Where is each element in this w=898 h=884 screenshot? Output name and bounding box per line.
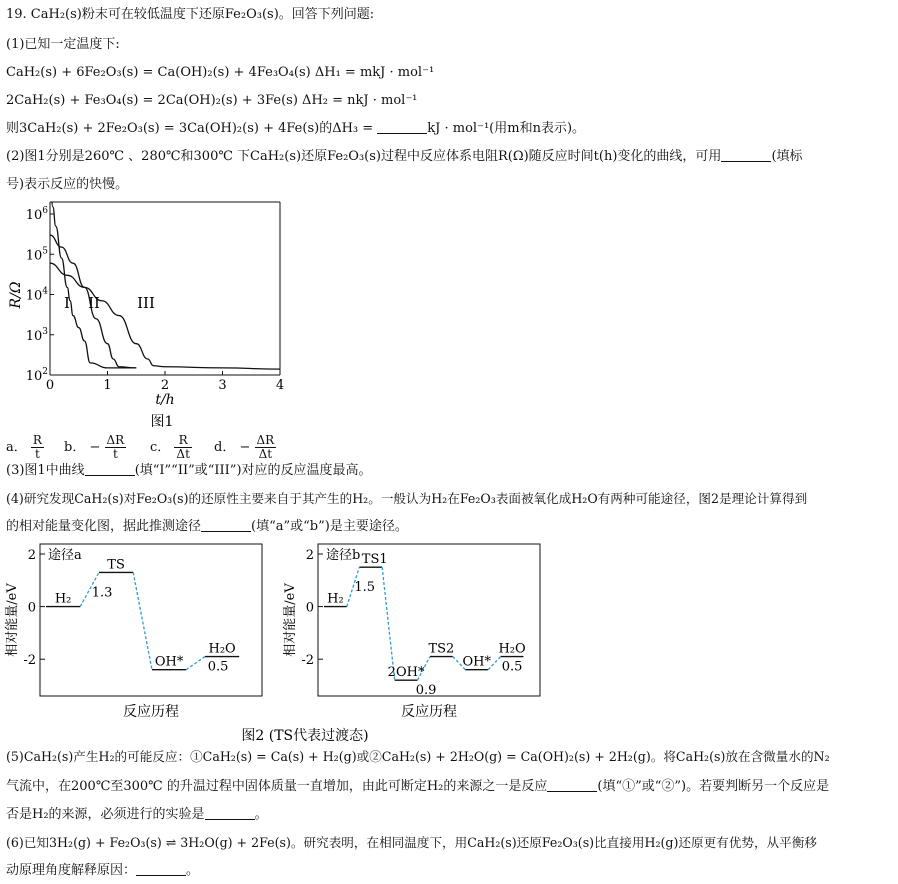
energy-connector-2 <box>382 567 395 680</box>
y-tick-label <box>26 246 49 263</box>
label-h2: H₂ <box>54 591 72 607</box>
part3-line <box>6 462 372 480</box>
energy-frame <box>40 544 262 696</box>
y-tick-label <box>26 367 48 384</box>
y-tick-base: 10 <box>25 369 43 384</box>
x-tick-label: 4 <box>275 378 285 393</box>
answer-blank-3[interactable] <box>85 463 135 476</box>
part6-end: 。 <box>186 863 200 878</box>
x-tick-label: 3 <box>218 378 227 393</box>
part3-text: (3)图1中曲线 <box>6 463 85 478</box>
option-b-numerator: ΔR <box>106 433 125 447</box>
option-d-fraction <box>255 434 277 461</box>
label-ts1: TS1 <box>361 552 388 568</box>
option-d-denominator: Δt <box>258 447 273 461</box>
label-h2o: H₂O <box>498 641 526 657</box>
y-tick-label <box>26 287 49 304</box>
label-h2o-value: 0.5 <box>207 659 229 675</box>
label-ts1-value: 1.5 <box>354 580 376 596</box>
energy-x-axis-label: 反应历程 <box>401 704 457 720</box>
label-h2: H₂ <box>327 591 344 607</box>
part5-end: 。 <box>254 807 268 822</box>
equation-3-unit: kJ · mol⁻¹(用m和n表示)。 <box>427 121 586 136</box>
y-tick-exponent: 4 <box>42 286 48 297</box>
equation-1: CaH₂(s) + 6Fe₂O₃(s) = Ca(OH)₂(s) + 4Fe₃O₄(s) ΔH₁ = mkJ · mol⁻¹ <box>6 65 435 80</box>
curve-I <box>50 174 136 368</box>
equation-3-text: 则3CaH₂(s) + 2Fe₂O₃(s) = 3Ca(OH)₂(s) + 4Fe(s)的ΔH₃ = <box>6 121 378 136</box>
label-h2o: H₂O <box>208 641 236 657</box>
option-c-label: c． <box>150 440 171 455</box>
figure-1-chart <box>0 200 300 435</box>
option-a-numerator: R <box>32 433 42 447</box>
y-tick-exponent: 3 <box>42 326 48 337</box>
part6-text: 动原理角度解释原因： <box>6 863 137 878</box>
answer-blank-4[interactable] <box>201 519 251 532</box>
y-tick-base: 10 <box>25 288 43 304</box>
energy-x-axis-label: 反应历程 <box>123 704 179 720</box>
option-b-denominator: t <box>112 447 118 461</box>
curve-label-III: III <box>137 294 155 312</box>
energy-y-tick-label: 0 <box>305 600 314 616</box>
equation-2: 2CaH₂(s) + Fe₃O₄(s) = 2Ca(OH)₂(s) + 3Fe(s) ΔH₂ = nkJ · mol⁻¹ <box>6 93 418 108</box>
label-ts-value: 1.3 <box>91 585 113 601</box>
answer-blank-2[interactable] <box>721 149 771 162</box>
x-tick-label: 0 <box>45 378 55 393</box>
answer-blank-6[interactable] <box>205 807 255 820</box>
part5-line2 <box>6 778 829 796</box>
energy-y-axis-label: 相对能量/eV <box>283 583 298 657</box>
label-oh: OH* <box>462 654 491 670</box>
energy-y-tick-label: 2 <box>305 548 314 563</box>
y-tick-base: 10 <box>25 208 43 223</box>
energy-connector-2 <box>133 572 152 669</box>
y-tick-base: 10 <box>25 248 43 264</box>
question-title: 19. CaH₂(s)粉末可在较低温度下还原Fe₂O₃(s)。回答下列问题: <box>6 7 375 22</box>
label-h2o-value: 0.5 <box>501 659 523 675</box>
part2-text: (2)图1分别是260℃ 、280℃和300℃ 下CaH₂(s)还原Fe₂O₃(s)过程中反应体系电阻R(Ω)随反应时间t(h)变化的曲线，可用 <box>6 149 722 164</box>
label-ts2: TS2 <box>428 641 455 657</box>
answer-blank-1[interactable] <box>377 121 427 134</box>
answer-blank-7[interactable] <box>136 863 186 876</box>
y-tick-exponent: 5 <box>42 246 48 257</box>
pathway-title: 途径b <box>326 548 361 563</box>
part2-fill-hint: (填标 <box>771 149 803 164</box>
option-b-fraction <box>105 434 127 461</box>
part4-line1: (4)研究发现CaH₂(s)对Fe₂O₃(s)的还原性主要来自于其产生的H₂。一般认为H₂在Fe₂O₃表面被氧化成H₂O有两种可能途径，图2是理论计算得到 <box>6 491 808 506</box>
part6-line2 <box>6 862 199 880</box>
option-c-fraction <box>174 434 192 461</box>
energy-y-tick-label: -2 <box>23 653 36 669</box>
option-d-numerator: ΔR <box>256 433 275 447</box>
part4-hint: (填“a”或“b”)是主要途径。 <box>251 519 408 534</box>
option-a-denominator: t <box>35 447 40 461</box>
energy-y-tick-label: -2 <box>301 653 314 669</box>
y-tick-label <box>26 327 49 344</box>
curve-label-I: I <box>64 294 70 312</box>
label-2oh: 2OH* <box>387 665 425 681</box>
y-axis-label: R/Ω <box>8 281 24 309</box>
part4-text: 的相对能量变化图，据此推测途径 <box>6 519 202 534</box>
part3-hint: (填“I”“II”或“III”)对应的反应温度最高。 <box>134 463 372 478</box>
part5-line1: (5)CaH₂(s)产生H₂的可能反应：①CaH₂(s) = Ca(s) + H₂(g)或②CaH₂(s) + 2H₂O(g) = Ca(OH)₂(s) + 2H₂(g)。将CaH₂(s)放在含微量水的N₂ <box>6 749 830 764</box>
energy-y-axis-label: 相对能量/eV <box>5 583 20 657</box>
energy-connector-3 <box>186 657 205 670</box>
label-oh: OH* <box>154 654 184 670</box>
option-d-sign: − <box>239 440 251 455</box>
option-a-fraction <box>31 434 44 461</box>
option-b-sign: − <box>89 440 101 455</box>
x-axis-label: t/h <box>155 392 175 408</box>
part5-question: 否是H₂的来源，必须进行的实验是 <box>6 807 205 822</box>
figure-2-chart <box>0 538 560 748</box>
option-c <box>150 434 192 461</box>
part5-text: 气流中，在200℃至300℃ 的升温过程中固体质量一直增加，由此可断定H₂的来源之一是反应 <box>6 779 548 794</box>
part5-line3 <box>6 806 268 824</box>
part4-line2 <box>6 518 408 536</box>
curve-label-II: II <box>88 294 100 312</box>
part2-line2: 号)表示反应的快慢。 <box>6 177 129 192</box>
option-b <box>64 434 126 461</box>
option-d <box>214 434 276 461</box>
y-tick-exponent: 2 <box>42 367 48 377</box>
pathway-title: 途径a <box>48 548 82 563</box>
label-ts: TS <box>107 557 125 573</box>
option-c-numerator: R <box>174 434 192 448</box>
y-tick-label <box>26 206 49 223</box>
option-d-label: d． <box>214 440 236 455</box>
part5-hint: (填“①”或“②”)。若要判断另一个反应是 <box>597 779 830 794</box>
part1-heading: (1)已知一定温度下: <box>6 37 120 52</box>
energy-y-tick-label: 0 <box>27 600 36 616</box>
answer-blank-5[interactable] <box>547 779 597 792</box>
curve-III <box>50 263 280 369</box>
energy-y-tick-label: 2 <box>27 548 36 563</box>
option-c-denominator: Δt <box>176 447 190 461</box>
figure-2-caption: 图2 (TS代表过渡态) <box>241 728 369 744</box>
y-tick-base: 10 <box>25 328 43 344</box>
y-tick-exponent: 6 <box>42 206 48 216</box>
option-a-label: a． <box>6 440 27 455</box>
label-2oh-value: 0.9 <box>415 683 437 699</box>
option-b-label: b． <box>64 440 86 455</box>
equation-3 <box>6 120 585 138</box>
part6-line1: (6)已知3H₂(g) + Fe₂O₃(s) ⇌ 3H₂O(g) + 2Fe(s)。研究表明，在相同温度下，用CaH₂(s)还原Fe₂O₃(s)比直接用H₂(g)还原更有优势，从平衡移 <box>6 835 817 850</box>
part2-line1 <box>6 148 803 166</box>
x-tick-label: 1 <box>103 378 112 393</box>
option-a <box>6 434 44 461</box>
x-tick-label: 2 <box>160 378 170 393</box>
figure-1-caption: 图1 <box>150 414 174 430</box>
